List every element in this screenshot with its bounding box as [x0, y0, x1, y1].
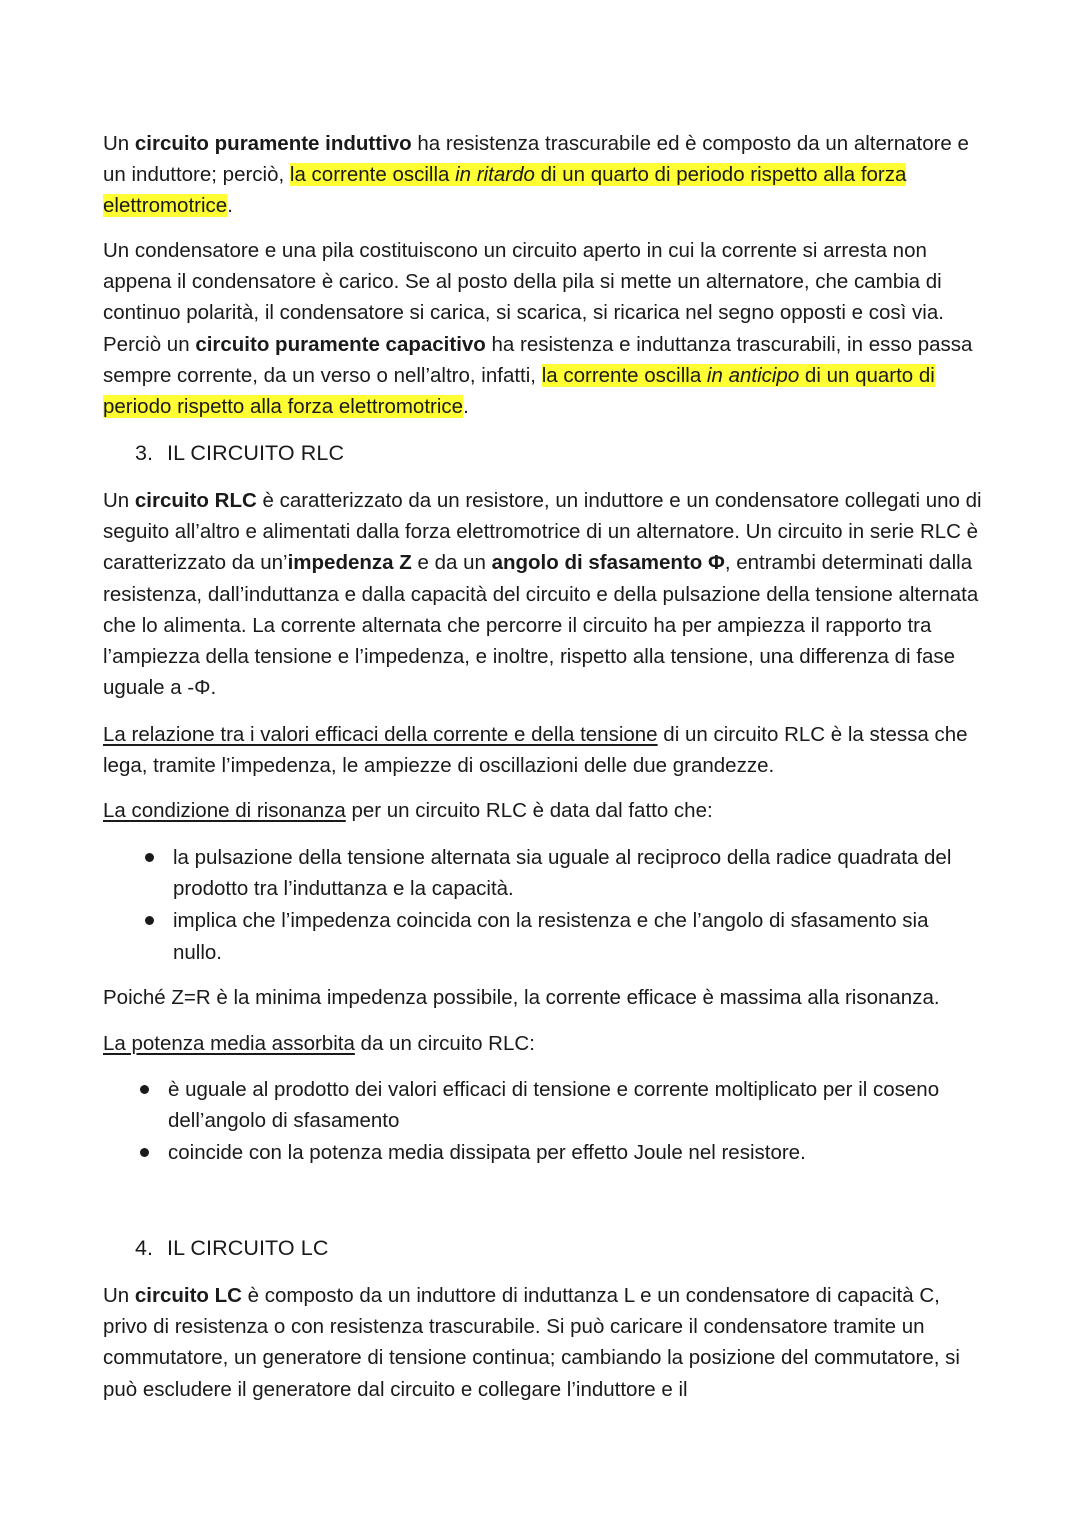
bold-term-capacitive: circuito puramente capacitivo: [195, 332, 486, 356]
section-number: 4.: [135, 1236, 154, 1260]
text-run: di un quarto di periodo rispetto alla forza elettromotrice: [103, 363, 935, 419]
text-run: , entrambi determinati dalla resistenza, dall’induttanza e dalla capacità del circuito e della pulsazione della tensione alternata che lo alimenta. La corrente alternata che percorre il circuito ha per ampiezza il rapporto tra l’ampiezza della tensione e l’impedenza, e inoltre, rispetto alla tensione, una differenza di fase uguale a -Φ.: [103, 551, 979, 700]
underlined-term: La condizione di risonanza: [103, 799, 346, 822]
list-item-text: implica che l’impedenza coincida con la resistenza e che l’angolo di sfasamento sia nullo.: [173, 909, 929, 964]
bullet-icon: [145, 853, 154, 862]
bullet-icon: [140, 1148, 149, 1157]
list-item: [103, 842, 983, 904]
list-item-text: coincide con la potenza media dissipata per effetto Joule nel resistore.: [168, 1141, 806, 1165]
text-run: per un circuito RLC è data dal fatto che:: [345, 799, 713, 822]
bullet-icon: [145, 916, 154, 925]
bold-term-inductive: circuito puramente induttivo: [134, 132, 412, 155]
text-run: da un circuito RLC:: [354, 1032, 535, 1055]
text-run: ha resistenza trascurabile ed è composto da un alternatore e un induttore; perciò,: [103, 132, 969, 187]
paragraph-effective-values: [103, 719, 983, 781]
paragraph-minimum-impedance: Poiché Z=R è la minima impedenza possibile, la corrente efficace è massima alla risonanza.: [103, 986, 940, 1009]
underlined-term: La relazione tra i valori efficaci della corrente e della tensione: [103, 723, 658, 746]
text-run: ha resistenza e induttanza trascurabili, in esso passa sempre corrente, da un verso o nell’altro, infatti,: [103, 332, 973, 387]
italic-term: in ritardo: [455, 163, 535, 187]
bullet-icon: [140, 1085, 149, 1094]
paragraph-capacitive-circuit: [103, 235, 983, 422]
text-run: .: [463, 395, 469, 419]
section-number: 3.: [135, 441, 154, 465]
resonance-conditions-list: [103, 842, 983, 969]
text-run: Un: [103, 489, 135, 512]
paragraph-resonance: [103, 795, 983, 826]
text-run: e da un: [411, 551, 492, 575]
paragraph-lc-circuit: [103, 1280, 983, 1405]
text-run: Un: [103, 1284, 135, 1307]
text-run: .: [227, 194, 233, 218]
list-item-text: è uguale al prodotto dei valori efficaci di tensione e corrente moltiplicato per il coseno dell’angolo di sfasamento: [168, 1078, 940, 1133]
section-heading-rlc: [135, 438, 344, 468]
text-run: di un circuito RLC è la stessa che lega, tramite l’impedenza, le ampiezze di oscillazioni delle due grandezze.: [103, 723, 968, 778]
text-run: la corrente oscilla: [289, 163, 456, 187]
italic-term: in anticipo: [706, 363, 800, 387]
paragraph-inductive-circuit: [103, 128, 983, 222]
section-heading-lc: [135, 1233, 329, 1263]
list-item-text: la pulsazione della tensione alternata sia uguale al reciproco della radice quadrata del prodotto tra l’induttanza e la capacità.: [173, 846, 952, 901]
list-item: [103, 1074, 983, 1136]
list-item: [103, 1137, 983, 1168]
text-run: è composto da un induttore di induttanza L e un condensatore di capacità C, privo di resistenza o con resistenza trascurabile. Si può caricare il condensatore tramite un commutatore, un generatore di tensione continua; cambiando la posizione del commutatore, si può escludere il generatore dal circuito e collegare l’induttore e il: [103, 1284, 960, 1401]
text-run: Un: [103, 132, 135, 155]
section-title: IL CIRCUITO LC: [167, 1236, 329, 1260]
bold-term-lc: circuito LC: [134, 1284, 242, 1307]
average-power-list: [103, 1074, 983, 1170]
section-title: IL CIRCUITO RLC: [167, 441, 345, 465]
text-run: è caratterizzato da un resistore, un induttore e un condensatore collegati uno di seguito all’altro e alimentati dalla forza elettromotrice di un alternatore. Un circuito in serie RLC è caratterizzato da un’: [103, 489, 982, 575]
paragraph-rlc-circuit: [103, 485, 983, 703]
list-item: [103, 905, 983, 967]
bold-term-phase-angle: angolo di sfasamento Φ: [491, 551, 725, 575]
bold-term-impedance: impedenza Z: [287, 551, 412, 575]
underlined-term: La potenza media assorbita: [103, 1032, 355, 1055]
text-run: la corrente oscilla: [541, 363, 707, 387]
bold-term-rlc: circuito RLC: [134, 489, 257, 512]
text-run: di un quarto di periodo rispetto alla forza elettromotrice: [103, 163, 907, 218]
text-run: Un condensatore e una pila costituiscono un circuito aperto in cui la corrente si arresta non appena il condensatore è carico. Se al posto della pila si mette un alternatore, che cambia di continuo polarità, il condensatore si carica, si scarica, si ricarica nel segno opposti e così via. Perciò un: [103, 239, 944, 356]
paragraph-average-power: [103, 1028, 983, 1059]
